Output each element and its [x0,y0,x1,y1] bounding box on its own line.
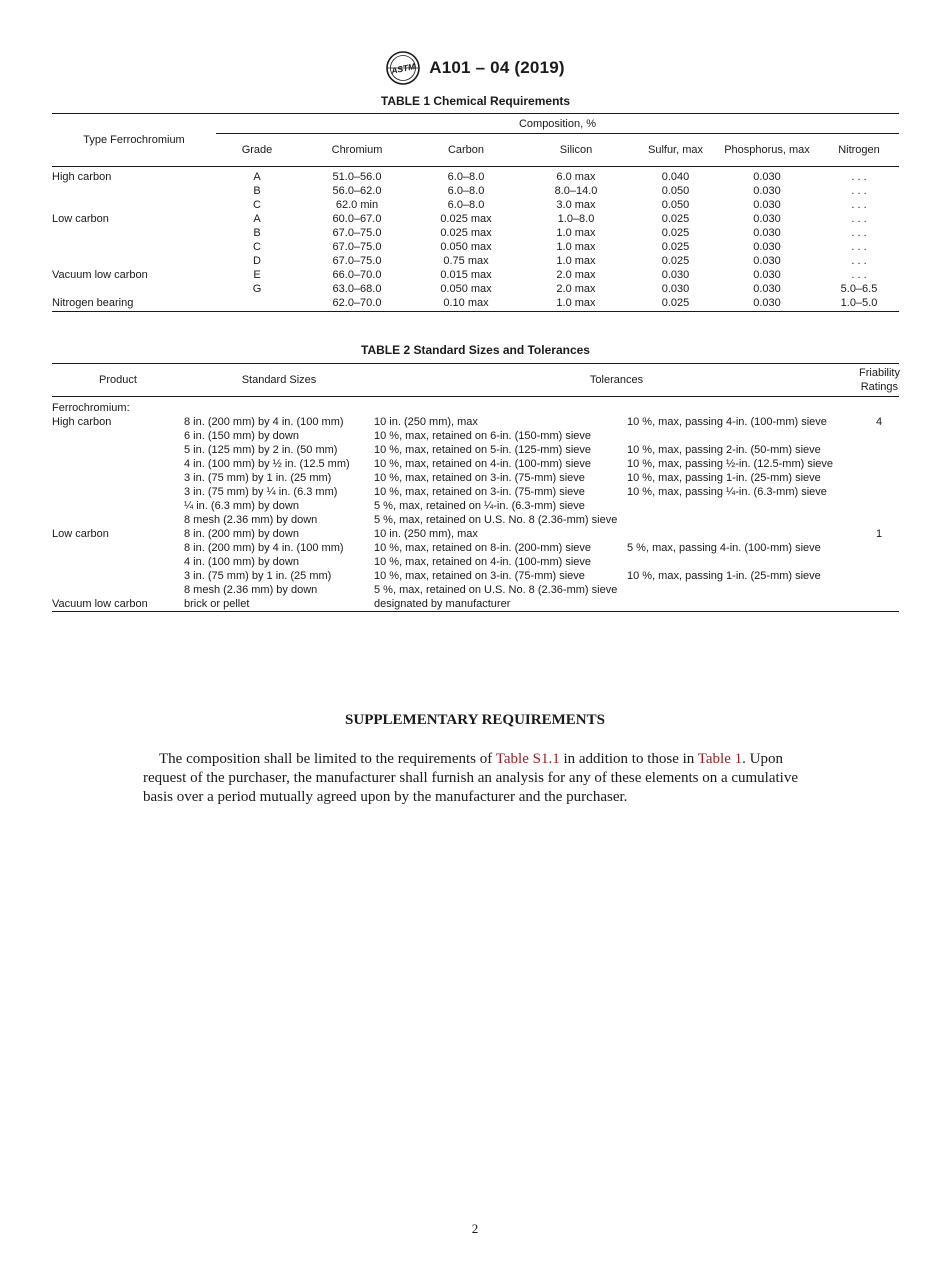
table-2-caption: TABLE 2 Standard Sizes and Tolerances [361,343,590,357]
table-cell: G [252,283,262,295]
type-ferrochromium-header: Type Ferrochromium [52,114,216,167]
table-cell: ¼ in. (6.3 mm) by down [184,500,299,512]
table-cell: 1.0–5.0 [840,297,878,309]
table-cell: 1.0–8.0 [557,213,595,225]
table-row [52,429,899,443]
table-cell: 0.75 max [443,255,489,267]
table-cell: 67.0–75.0 [332,255,382,267]
table-cell: 0.050 [661,185,690,197]
table-cell: 0.030 [753,269,781,281]
table-cell: 10 %, max, passing 1-in. (25-mm) sieve [627,472,821,484]
table-cell [52,485,184,499]
table-cell: 67.0–75.0 [332,241,382,253]
table-cell: brick or pellet [184,598,250,610]
table-cell [627,397,859,416]
table-cell [374,541,627,555]
tolerance-text: 5 %, max, retained on U.S. No. 8 (2.36-mm) sieve [374,584,618,596]
table-row [52,212,899,226]
column-header: Friability Ratings [859,364,899,397]
astm-logo-icon [385,50,421,86]
table-cell [859,485,899,499]
table-cell: 5 in. (125 mm) by 2 in. (50 mm) [184,444,338,456]
table-cell: High carbon [52,416,112,428]
table-cell [374,429,627,443]
table-row [52,167,899,185]
table-cell: 5.0–6.5 [840,283,878,295]
table-cell [859,569,899,583]
table-cell: . . . [851,255,867,267]
table-cell: 10 %, max, passing 4-in. (100-mm) sieve [627,416,827,428]
table-cell: 1.0 max [556,227,596,239]
table-cell [52,541,184,555]
table-cell [374,397,627,416]
table-row [52,254,899,268]
table-cell [859,597,899,612]
table-cell [374,583,627,597]
table-cell: 10 %, max, passing 2-in. (50-mm) sieve [627,444,821,456]
table-2-body [52,397,899,612]
table-cell [859,443,899,457]
table-cell [52,555,184,569]
tolerance-text: 10 %, max, retained on 8-in. (200-mm) sieve [374,542,592,554]
table-cell: 2.0 max [556,269,596,281]
table-cell: 1 [875,528,883,540]
tolerance-text: designated by manufacturer [374,598,511,610]
table-cell [52,282,216,296]
table-cell: 6.0 max [556,171,596,183]
table-cell [52,429,184,443]
tolerance-text: 10 %, max, retained on 5-in. (125-mm) sieve [374,444,592,456]
table-row [52,583,899,597]
table-row [52,541,899,555]
table-cell: 63.0–68.0 [332,283,382,295]
table-cell [627,499,859,513]
page-number: 2 [471,1221,479,1236]
table-cell: Ferrochromium: [52,402,130,414]
table-cell [52,240,216,254]
table-cell: 62.0 min [335,199,379,211]
table-cell: 0.030 [753,199,781,211]
table-cell: B [253,185,261,197]
table-cell [374,471,627,485]
table-cell: . . . [851,227,867,239]
table-cell [627,513,859,527]
table-cell: 0.030 [753,283,781,295]
table-cell: A [253,213,261,225]
table-cell [374,443,627,457]
table-cell [52,443,184,457]
tolerance-text: 10 in. (250 mm), max [374,528,478,540]
table-cell: Nitrogen bearing [52,297,134,309]
table-cell: 2.0 max [556,283,596,295]
table-cell [859,471,899,485]
table-cell: Low carbon [52,528,109,540]
table-cell [374,499,627,513]
table-row [52,268,899,282]
table-cell: 1.0 max [556,241,596,253]
table-row [52,499,899,513]
table-cell: 0.030 [753,241,781,253]
document-title: A101 – 04 (2019) [429,58,565,77]
table-cell: 8 in. (200 mm) by 4 in. (100 mm) [184,542,344,554]
table-cell [859,499,899,513]
tolerance-text: 5 %, max, retained on ¼-in. (6.3-mm) sieve [374,500,585,512]
table-row [52,513,899,527]
table-cell: 1.0 max [556,255,596,267]
table-cell [52,513,184,527]
table-cell: Low carbon [52,213,109,225]
tolerance-text: 10 %, max, retained on 4-in. (100-mm) sieve [374,556,592,568]
table-cell: D [253,255,261,267]
table-cell: 1.0 max [556,297,596,309]
table-cell: 66.0–70.0 [332,269,382,281]
table-cell: 0.040 [661,171,690,183]
column-header: Silicon [516,134,636,167]
table-cell [627,597,859,612]
table-cell: . . . [851,241,867,253]
chemical-requirements-table [52,113,899,312]
table-cell [374,569,627,583]
table-cell: 6.0–8.0 [447,171,485,183]
column-header: Nitrogen [819,134,899,167]
paragraph-text: in addition to those in [559,751,698,767]
table-cell: B [253,227,261,239]
table-cell [859,583,899,597]
column-header: Carbon [416,134,516,167]
table-1-link[interactable]: Table 1 [697,751,743,767]
table-cell: 4 in. (100 mm) by down [184,556,299,568]
table-cell [859,397,899,416]
page-header [0,50,950,86]
table-cell [374,485,627,499]
table-cell [374,457,627,471]
table-cell [859,541,899,555]
table-cell: 0.025 max [440,213,492,225]
table-cell [52,583,184,597]
supplementary-title: SUPPLEMENTARY REQUIREMENTS [345,712,605,728]
table-cell: 6.0–8.0 [447,185,485,197]
table-row [52,471,899,485]
table-cell [52,184,216,198]
tolerance-text: 5 %, max, retained on U.S. No. 8 (2.36-mm) sieve [374,514,618,526]
table-cell: 0.030 [753,255,781,267]
table-cell: 3 in. (75 mm) by 1 in. (25 mm) [184,472,332,484]
table-cell [216,296,298,312]
table-cell: 0.030 [753,213,781,225]
table-cell: 3 in. (75 mm) by 1 in. (25 mm) [184,570,332,582]
table-cell: 0.025 [661,227,690,239]
table-cell: 60.0–67.0 [332,213,382,225]
table-cell: C [253,199,261,211]
tolerance-text: 10 %, max, retained on 3-in. (75-mm) sieve [374,486,585,498]
column-header: Grade [216,134,298,167]
table-row [52,184,899,198]
table-cell: 0.025 max [440,227,492,239]
column-header: Tolerances [374,364,859,397]
table-cell: 0.015 max [440,269,492,281]
table-cell: C [253,241,261,253]
table-row [52,282,899,296]
table-cell: A [253,171,261,183]
table-cell [627,429,859,443]
column-header: Standard Sizes [184,364,374,397]
table-cell: 0.025 [661,255,690,267]
table-cell [52,569,184,583]
table-cell [52,471,184,485]
table-cell: 0.025 [661,297,690,309]
table-cell [52,457,184,471]
table-row [52,555,899,569]
table-cell [627,527,859,541]
table-cell: 8.0–14.0 [554,185,598,197]
supplementary-paragraph [143,750,823,807]
table-cell: 0.030 [753,185,781,197]
table-cell: 3 in. (75 mm) by ¼ in. (6.3 mm) [184,486,338,498]
table-cell: 10 %, max, passing 1-in. (25-mm) sieve [627,570,821,582]
table-cell: 0.030 [753,171,781,183]
table-cell: 0.050 [661,199,690,211]
table-cell [627,583,859,597]
table-cell [859,555,899,569]
table-cell: . . . [851,269,867,281]
column-header: Product [52,364,184,397]
table-cell: 4 [875,416,883,428]
table-cell: . . . [851,185,867,197]
table-cell [52,499,184,513]
table-cell: 3.0 max [556,199,596,211]
paragraph-text: The composition shall be limited to the requirements of [159,751,496,767]
table-cell: 10 %, max, passing ¼-in. (6.3-mm) sieve [627,486,827,498]
table-cell [859,513,899,527]
table-cell: 0.030 [661,269,690,281]
table-cell: 56.0–62.0 [332,185,382,197]
table-cell [859,457,899,471]
composition-header: Composition, % [216,114,899,134]
table-cell [52,226,216,240]
table-cell: 8 mesh (2.36 mm) by down [184,584,318,596]
logo-lettering: ASTM [390,61,417,76]
table-row [52,226,899,240]
table-1-body [52,167,899,312]
table-row [52,296,899,312]
table-s1-1-link[interactable]: Table S1.1 [495,751,560,767]
table-cell: 6.0–8.0 [447,199,485,211]
table-cell: 0.025 [661,213,690,225]
table-cell: High carbon [52,171,112,183]
column-header: Phosphorus, max [715,134,819,167]
table-cell [627,555,859,569]
table-cell: 67.0–75.0 [332,227,382,239]
table-cell: Vacuum low carbon [52,598,148,610]
table-cell: 4 in. (100 mm) by ½ in. (12.5 mm) [184,458,350,470]
table-cell: 0.030 [661,283,690,295]
table-cell: 0.030 [753,227,781,239]
table-cell [374,597,627,612]
table-cell: 8 in. (200 mm) by down [184,528,299,540]
table-row [52,415,899,429]
table-cell: 6 in. (150 mm) by down [184,430,299,442]
table-row [52,569,899,583]
table-cell: Vacuum low carbon [52,269,148,281]
table-cell [374,513,627,527]
table-cell: 51.0–56.0 [332,171,382,183]
table-cell [184,397,374,416]
table-cell: 8 mesh (2.36 mm) by down [184,514,318,526]
table-row [52,198,899,212]
table-row [52,397,899,416]
table-cell [52,254,216,268]
table-cell: 8 in. (200 mm) by 4 in. (100 mm) [184,416,344,428]
table-cell [374,415,627,429]
table-cell: 62.0–70.0 [332,297,382,309]
tolerance-text: 10 %, max, retained on 4-in. (100-mm) sieve [374,458,592,470]
table-cell: 0.025 [661,241,690,253]
table-row [52,443,899,457]
table-cell [374,555,627,569]
table-row [52,597,899,612]
column-header: Sulfur, max [636,134,715,167]
table-cell: 5 %, max, passing 4-in. (100-mm) sieve [627,542,821,554]
table-cell: 0.050 max [440,241,492,253]
table-row [52,485,899,499]
paragraph-text: . Upon request of the purchaser, the manufacturer shall furnish an analysis for any of these elements on a cumulative basis over a period mutually agreed upon by the manufacturer and the purchaser. [143,751,798,805]
table-cell: . . . [851,171,867,183]
table-cell: 0.050 max [440,283,492,295]
table-cell: . . . [851,199,867,211]
tolerance-text: 10 %, max, retained on 3-in. (75-mm) sieve [374,472,585,484]
tolerance-text: 10 %, max, retained on 6-in. (150-mm) sieve [374,430,592,442]
table-row [52,240,899,254]
table-cell: 0.10 max [443,297,489,309]
table-1-caption: TABLE 1 Chemical Requirements [380,94,571,108]
tolerance-text: 10 %, max, retained on 3-in. (75-mm) sieve [374,570,585,582]
table-cell [52,198,216,212]
table-cell: . . . [851,213,867,225]
table-cell: E [253,269,261,281]
tolerance-text: 10 in. (250 mm), max [374,416,478,428]
table-cell: 10 %, max, passing ½-in. (12.5-mm) sieve [627,458,834,470]
table-cell [374,527,627,541]
table-row [52,527,899,541]
column-header: Chromium [298,134,416,167]
table-cell [859,429,899,443]
table-cell: 0.030 [753,297,781,309]
table-row [52,457,899,471]
sizes-tolerances-table [52,363,899,612]
